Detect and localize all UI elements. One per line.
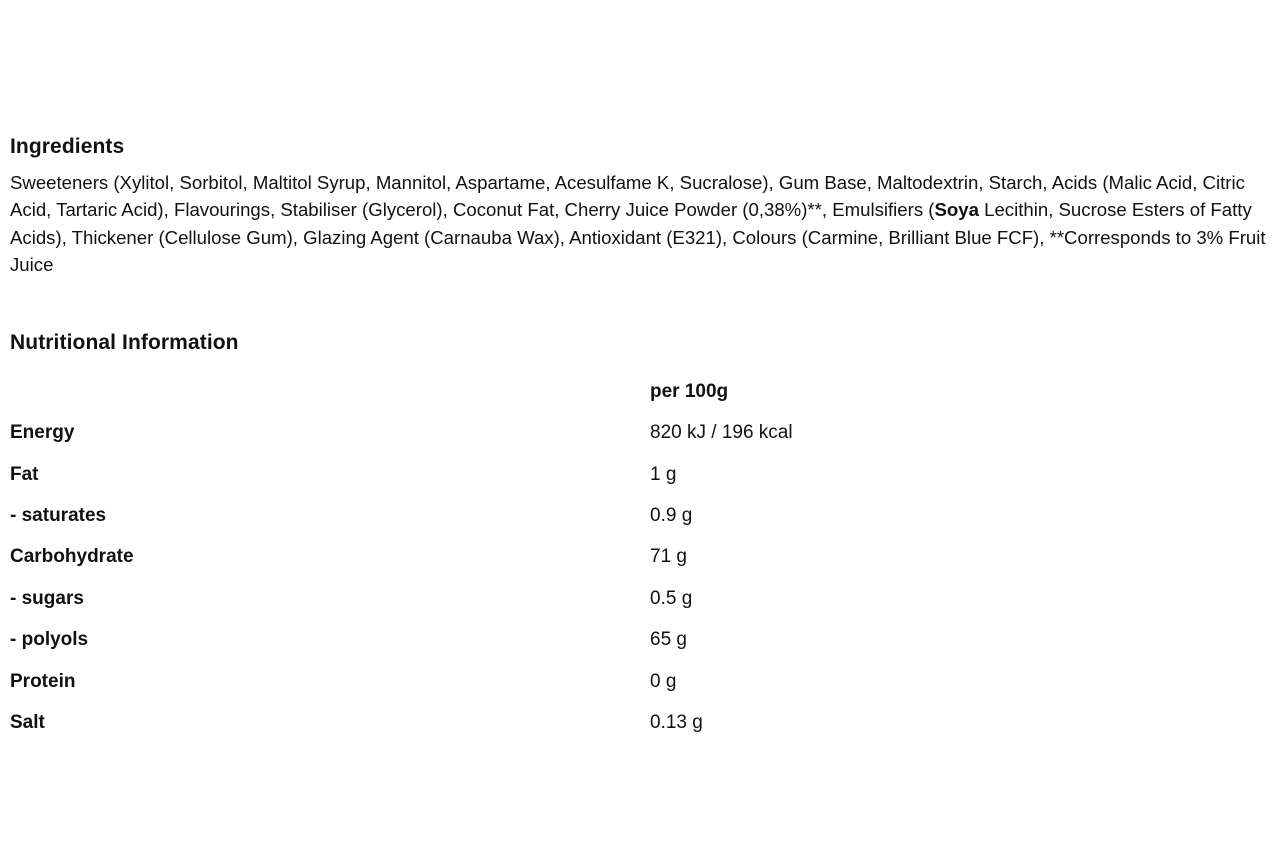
nutrient-label: Protein bbox=[10, 670, 76, 692]
nutrient-value: 820 kJ / 196 kcal bbox=[650, 422, 793, 444]
nutrient-value: 0 g bbox=[650, 670, 677, 692]
table-row bbox=[10, 620, 910, 661]
nutrient-value: 71 g bbox=[650, 546, 687, 568]
nutrient-value: 0.5 g bbox=[650, 587, 693, 609]
nutrition-header-row bbox=[10, 371, 910, 412]
nutrient-value: 1 g bbox=[650, 463, 677, 485]
ingredients-text-part: Sweeteners (Xylitol, Sorbitol, Maltitol Syrup, Mannitol, Aspartame, Acesulfame K, Sucralose), Gum Base, Maltodextrin, Starch, Acids (Malic Acid, Citric Acid, Tartaric Acid), Flavourings, Stabiliser (Glycerol), Coconut Fat, Cherry Juice Powder (0,38%)**, Emulsifiers ( bbox=[10, 172, 1245, 221]
table-row bbox=[10, 537, 910, 578]
nutrition-header-blank bbox=[10, 371, 650, 412]
nutrient-label: - polyols bbox=[10, 629, 89, 651]
nutrient-value: 65 g bbox=[650, 629, 687, 651]
ingredients-list bbox=[10, 169, 1272, 278]
per-100g-header: per 100g bbox=[650, 380, 729, 402]
nutrient-label: Salt bbox=[10, 712, 45, 733]
nutrient-value: 0.13 g bbox=[650, 712, 703, 733]
nutrition-table bbox=[10, 371, 910, 744]
ingredients-section bbox=[10, 134, 1272, 278]
table-row bbox=[10, 661, 910, 702]
nutrition-heading: Nutritional Information bbox=[10, 331, 239, 355]
nutrient-label: - sugars bbox=[10, 587, 84, 609]
table-row bbox=[10, 454, 910, 495]
ingredients-text-part: Lecithin, Sucrose Esters of Fatty Acids), Thickener (Cellulose Gum), Glazing Agent (Carnauba Wax), Antioxidant (E321), Colours (Carmine, Brilliant Blue FCF), **Corresponds to 3% Fruit Juice bbox=[10, 199, 1266, 275]
nutrient-label: - saturates bbox=[10, 505, 107, 527]
nutrient-label: Carbohydrate bbox=[10, 546, 134, 568]
table-row bbox=[10, 578, 910, 619]
ingredients-heading: Ingredients bbox=[10, 135, 125, 158]
allergen-highlight: Soya bbox=[934, 199, 979, 221]
nutrient-value: 0.9 g bbox=[650, 505, 693, 527]
nutrition-section bbox=[10, 330, 1272, 744]
product-info-document bbox=[10, 134, 1272, 744]
nutrient-label: Fat bbox=[10, 463, 39, 485]
table-row bbox=[10, 495, 910, 536]
table-row bbox=[10, 413, 910, 454]
table-row bbox=[10, 702, 910, 743]
nutrient-label: Energy bbox=[10, 422, 75, 444]
